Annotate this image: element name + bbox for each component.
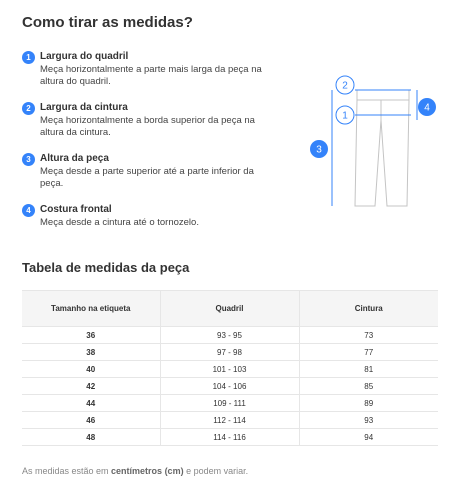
waist-cell: 89: [299, 395, 438, 412]
hip-cell: 97 - 98: [160, 344, 299, 361]
footnote-text-end: e podem variar.: [183, 466, 249, 476]
hip-cell: 112 - 114: [160, 412, 299, 429]
page-title: Como tirar as medidas?: [22, 14, 193, 31]
table-row: [22, 412, 438, 429]
step-description: Meça desde a parte superior até a parte inferior da peça.: [40, 166, 254, 189]
waist-cell: 94: [299, 429, 438, 446]
column-header-waist: Cintura: [299, 291, 438, 327]
step-garment-height: [22, 152, 272, 203]
step-title: Largura do quadril: [40, 51, 129, 62]
step-description: Meça horizontalmente a parte mais larga da peça na altura do quadril.: [40, 64, 262, 87]
marker-seam: [418, 98, 436, 116]
step-number-badge: 2: [22, 102, 35, 115]
marker-height: [310, 140, 328, 158]
step-number-badge: 1: [22, 51, 35, 64]
step-description: Meça desde a cintura até o tornozelo.: [40, 217, 199, 228]
size-table: [22, 290, 438, 446]
step-number-badge: 3: [22, 153, 35, 166]
step-hip-width: [22, 50, 272, 101]
step-number-badge: 4: [22, 204, 35, 217]
hip-cell: 104 - 106: [160, 378, 299, 395]
size-cell: 48: [22, 429, 160, 446]
size-cell: 40: [22, 361, 160, 378]
size-table-title: Tabela de medidas da peça: [22, 260, 190, 275]
marker-label: 2: [342, 80, 348, 92]
size-cell: 38: [22, 344, 160, 361]
step-description: Meça horizontalmente a borda superior da peça na altura da cintura.: [40, 115, 255, 138]
table-row: [22, 378, 438, 395]
marker-label: 1: [342, 110, 348, 122]
marker-label: 3: [316, 144, 322, 156]
marker-hip: [336, 106, 354, 124]
hip-cell: 93 - 95: [160, 327, 299, 344]
column-header-size: Tamanho na etiqueta: [22, 291, 160, 327]
waist-cell: 77: [299, 344, 438, 361]
size-cell: 42: [22, 378, 160, 395]
waist-cell: 73: [299, 327, 438, 344]
waist-cell: 85: [299, 378, 438, 395]
footnote-text: As medidas estão em: [22, 466, 112, 476]
pants-measurement-illustration: [305, 70, 440, 210]
size-cell: 46: [22, 412, 160, 429]
measurement-steps: [22, 50, 272, 254]
footnote-unit: centímetros (cm): [111, 466, 184, 476]
table-row: [22, 327, 438, 344]
step-waist-width: [22, 101, 272, 152]
step-title: Altura da peça: [40, 153, 109, 164]
step-title: Largura da cintura: [40, 102, 128, 113]
column-header-hip: Quadril: [160, 291, 299, 327]
units-footnote: [22, 466, 248, 476]
table-header-row: [22, 291, 438, 327]
table-row: [22, 429, 438, 446]
table-row: [22, 395, 438, 412]
waist-cell: 81: [299, 361, 438, 378]
table-row: [22, 361, 438, 378]
step-title: Costura frontal: [40, 204, 112, 215]
table-row: [22, 344, 438, 361]
hip-cell: 114 - 116: [160, 429, 299, 446]
pants-outline-icon: [355, 90, 409, 206]
size-cell: 44: [22, 395, 160, 412]
waist-cell: 93: [299, 412, 438, 429]
step-front-seam: [22, 203, 272, 254]
marker-waist: [336, 76, 354, 94]
hip-cell: 101 - 103: [160, 361, 299, 378]
hip-cell: 109 - 111: [160, 395, 299, 412]
size-cell: 36: [22, 327, 160, 344]
marker-label: 4: [424, 102, 430, 114]
